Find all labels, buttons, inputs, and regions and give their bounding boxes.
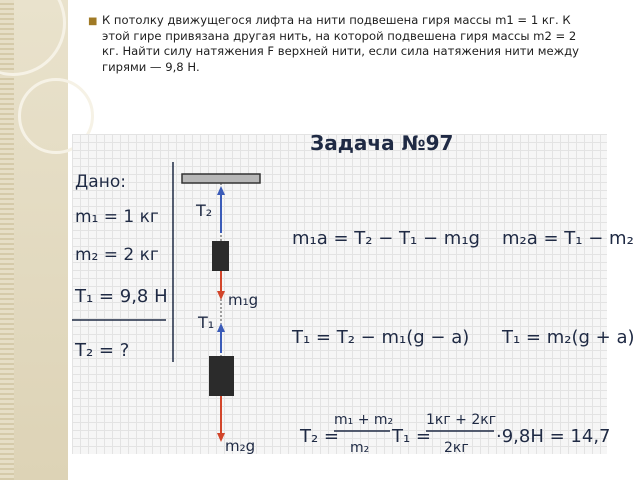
label-t1: T₁ xyxy=(198,313,215,332)
board-title: Задача №97 xyxy=(310,131,454,155)
find-t2: T₂ = ? xyxy=(75,340,130,361)
problem-statement: К потолку движущегося лифта на нити подвешена гиря массы m1 = 1 кг. К этой гире привязана другая нить, на которой подвешена гиря массы m2 = 2 кг. Найти силу натяжения F верхней нити, если сила натяжения нити между гирями — 9,8 Н. xyxy=(102,13,579,74)
final-numerator-2: 1кг + 2кг xyxy=(426,412,497,428)
final-denominator: m₂ xyxy=(350,440,370,456)
given-m2: m₂ = 2 кг xyxy=(75,245,159,265)
slide-left-decoration xyxy=(0,0,68,480)
bullet-icon: ■ xyxy=(88,16,98,27)
decor-ring-top xyxy=(0,0,66,76)
t2-arrowhead xyxy=(217,186,225,195)
final-numerator: m₁ + m₂ xyxy=(334,412,394,428)
eq-m1: m₁a = T₂ − T₁ − m₁g xyxy=(292,228,480,249)
label-t2: T₂ xyxy=(196,201,213,220)
final-rhs: ·9,8Н = 14,7 xyxy=(496,426,611,447)
final-lhs: T₂ = xyxy=(300,426,340,447)
ceiling xyxy=(182,174,260,183)
board-drawing xyxy=(72,131,635,456)
label-m2g: m₂g xyxy=(225,437,256,455)
final-mid: T₁ = xyxy=(392,426,432,447)
problem-list xyxy=(86,13,596,75)
whiteboard-image xyxy=(72,131,635,456)
m1g-arrowhead xyxy=(217,291,225,300)
given-m1: m₁ = 1 кг xyxy=(75,207,159,227)
eq-t1-a: T₁ = T₂ − m₁(g − a) xyxy=(292,327,470,348)
eq-m2: m₂a = T₁ − m₂ xyxy=(502,228,634,249)
weight-m1 xyxy=(212,241,229,271)
label-m1g: m₁g xyxy=(228,291,259,309)
problem-text-block xyxy=(86,13,596,75)
weight-m2 xyxy=(209,356,234,396)
final-denominator-2: 2кг xyxy=(444,440,469,456)
given-t1: T₁ = 9,8 Н xyxy=(75,286,168,307)
problem-item xyxy=(88,13,596,75)
given-label: Дано: xyxy=(75,172,126,192)
m2g-arrowhead xyxy=(217,433,225,442)
eq-t1-b: T₁ = m₂(g + a) xyxy=(502,327,635,348)
t1-arrowhead xyxy=(217,323,225,332)
